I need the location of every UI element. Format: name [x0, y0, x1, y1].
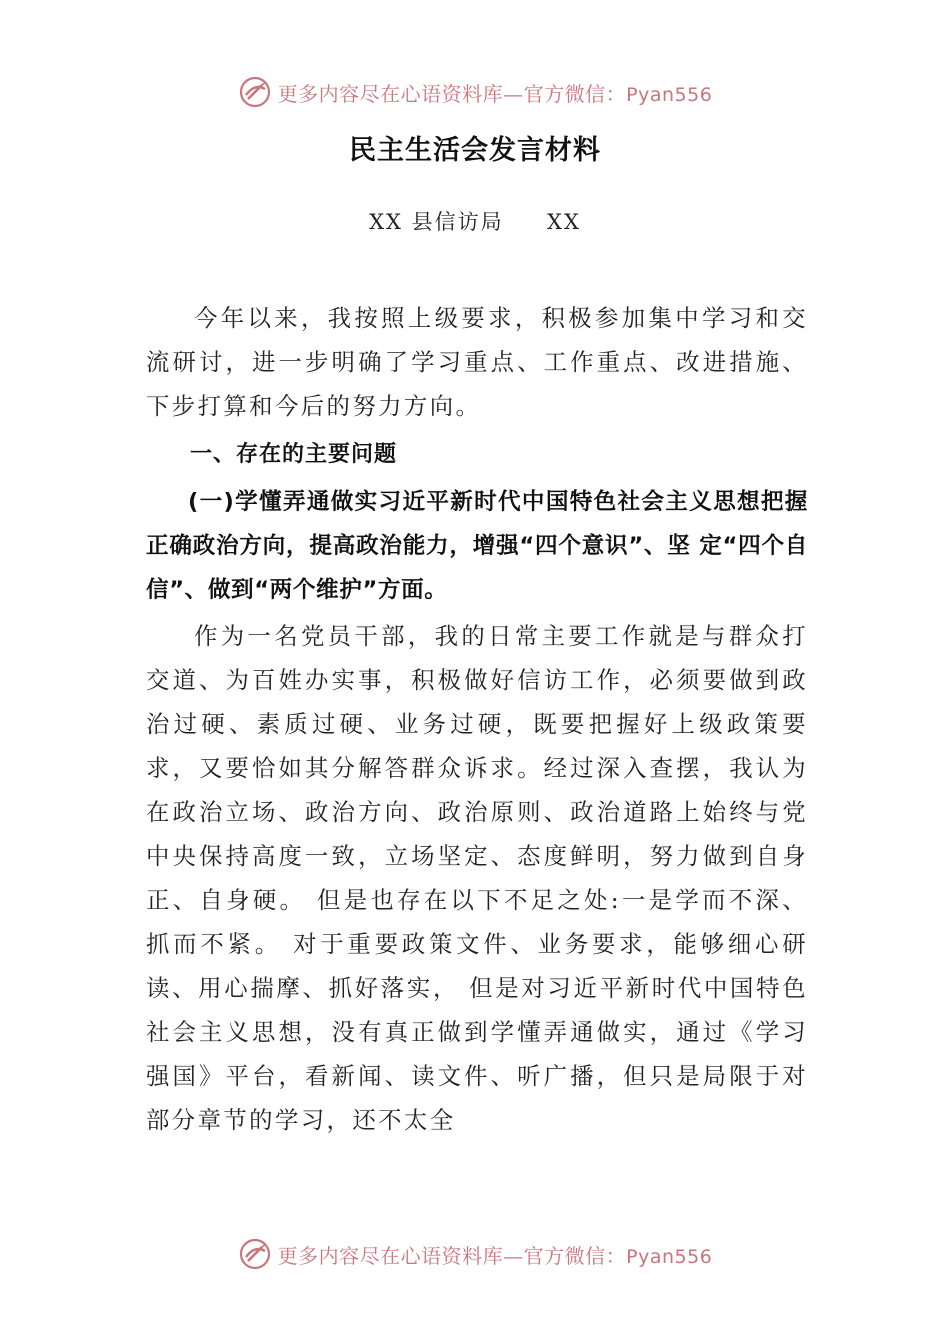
- document-title: 民主生活会发言材料: [349, 135, 601, 166]
- watermark-banner-bottom: [0, 1236, 950, 1272]
- book-logo-icon: [238, 75, 272, 109]
- wechat-id: Pyan556: [626, 1245, 713, 1268]
- section-heading: 一、存在的主要问题: [190, 442, 398, 467]
- subsection-heading: (一)学懂弄通做实习近平新时代中国特色社会主义思想把握正确政治方向，提高政治能力，增强“四个意识”、坚 定“四个自信”、做到“两个维护”方面。: [146, 489, 808, 603]
- book-logo-icon: [238, 1237, 272, 1271]
- document-byline: XX 县信访局 XX: [369, 210, 581, 234]
- body-paragraph: 作为一名党员干部，我的日常主要工作就是与群众打交道、为百姓办实事，积极做好信访工作，必须要做到政治过硬、素质过硬、业务过硬，既要把握好上级政策要求，又要恰如其分解答群众诉求。经过深入查摆，我认为在政治立场、政治方向、政治原则、政治道路上始终与党中央保持高度一致，立场坚定、态度鲜明，努力做到自身正、自身硬。 但是也存在以下不足之处:一是学而不深、抓而不紧。 对于重要政策文件、业务要求，能够细心研读、用心揣摩、抓好落实， 但是对习近平新时代中国特色社会主义思想，没有真正做到学懂弄通做实，通过《学习强国》平台，看新闻、读文件、听广播，但只是局限于对部分章节的学习，还不太全: [146, 622, 808, 1134]
- watermark-text: 更多内容尽在心语资料库—官方微信：Pyan556: [277, 81, 713, 106]
- watermark-text: 更多内容尽在心语资料库—官方微信：Pyan556: [277, 1243, 713, 1268]
- watermark-banner-top: [0, 74, 950, 110]
- intro-paragraph: 今年以来，我按照上级要求，积极参加集中学习和交流研讨，进一步明确了学习重点、工作重点、改进措施、下步打算和今后的努力方向。: [146, 304, 808, 420]
- document-body: [146, 296, 808, 1142]
- wechat-id: Pyan556: [626, 83, 713, 106]
